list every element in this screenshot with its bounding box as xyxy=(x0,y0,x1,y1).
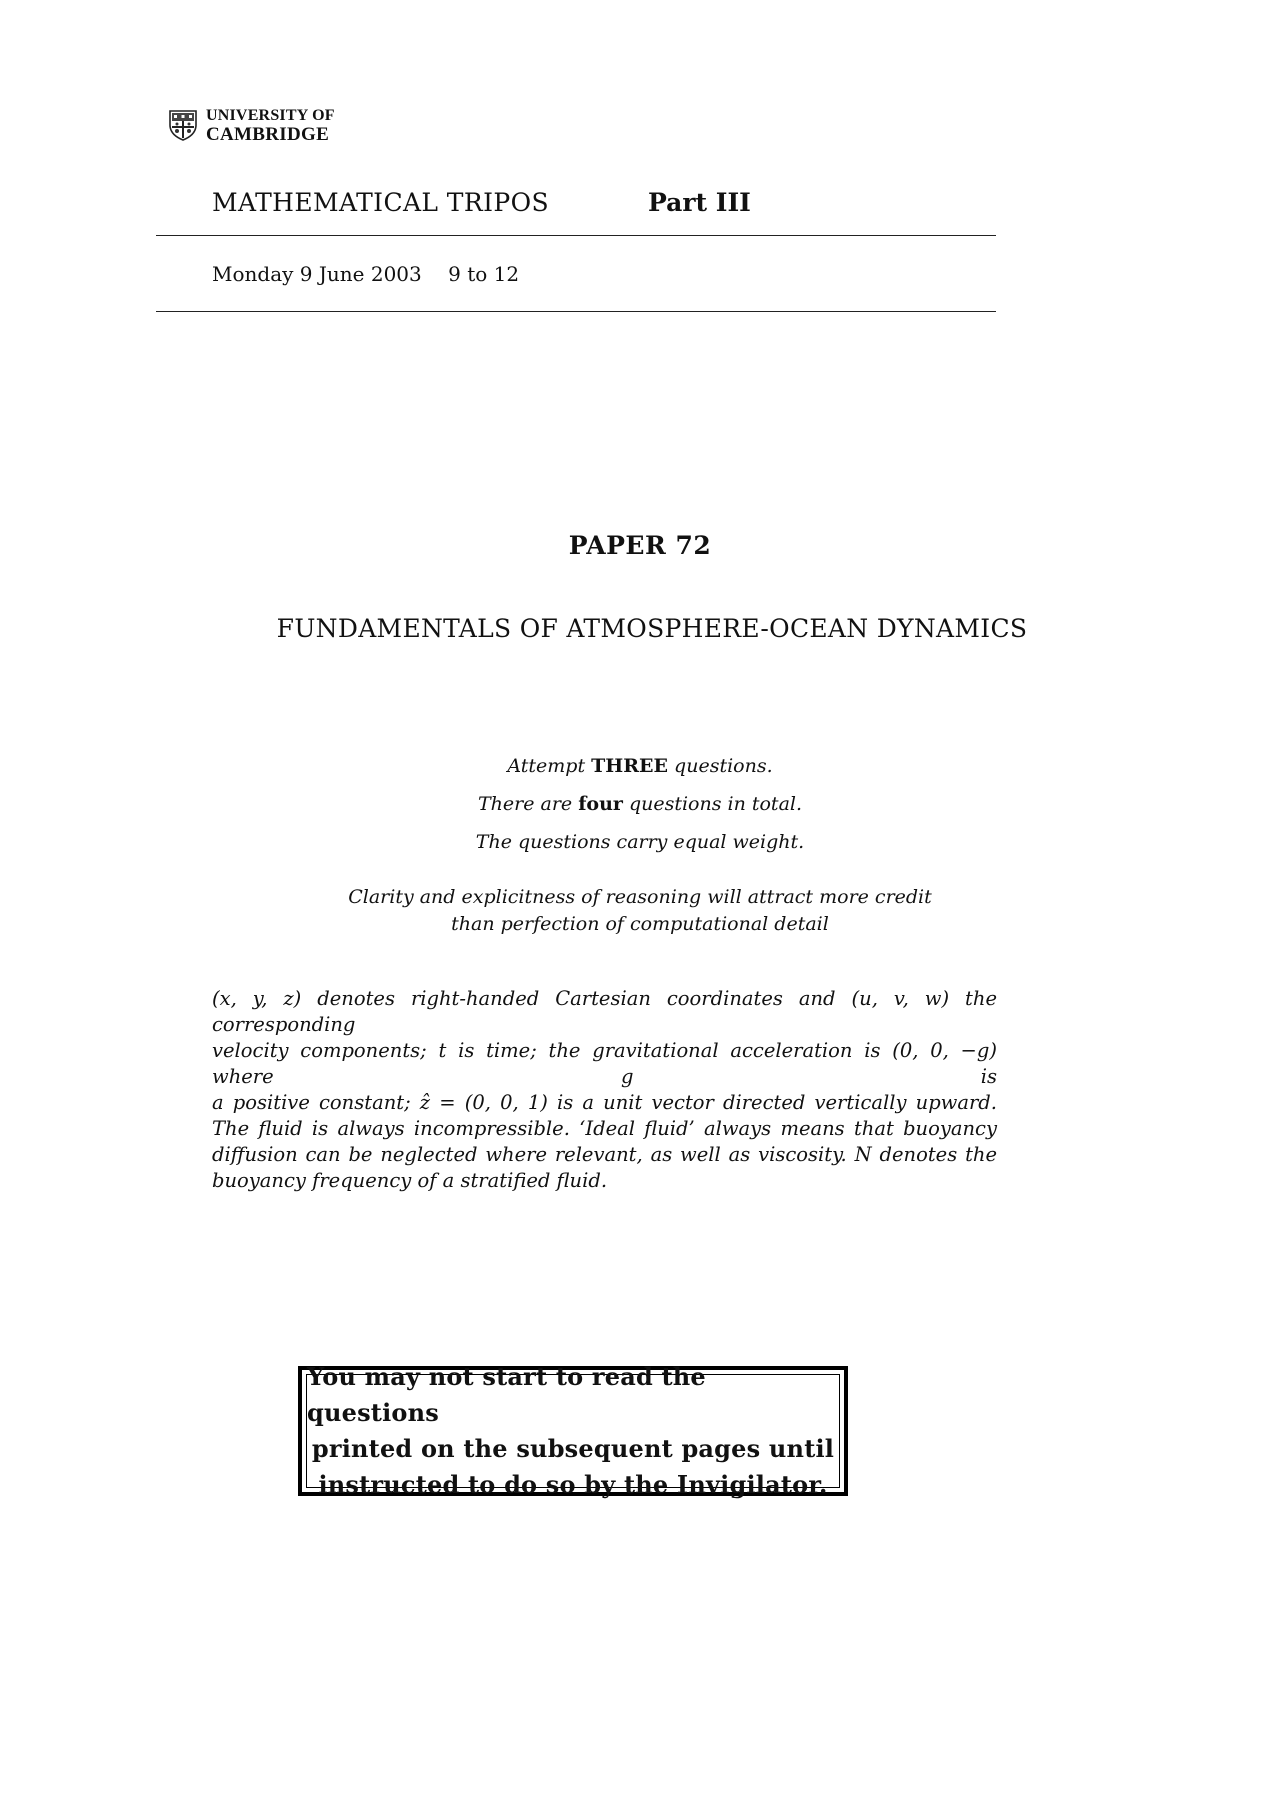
paper-title: FUNDAMENTALS OF ATMOSPHERE-OCEAN DYNAMICS xyxy=(276,614,1028,643)
exam-date: Monday 9 June 2003 xyxy=(212,262,422,286)
invigilator-notice-box xyxy=(298,1362,848,1499)
exam-date-row xyxy=(212,262,519,286)
notation-notes xyxy=(212,986,997,1194)
university-crest-icon xyxy=(168,109,198,141)
clarity-line: than perfection of computational detail xyxy=(451,913,829,935)
instruction-weight: The questions carry equal weight. xyxy=(475,831,805,853)
logo-line-1: UNIVERSITY OF xyxy=(206,107,335,124)
instruction-text: questions. xyxy=(674,755,773,777)
instruction-attempt xyxy=(0,755,1280,777)
notice-line: You may not start to read the questions xyxy=(307,1362,706,1427)
exam-time: 9 to 12 xyxy=(448,262,520,286)
logo-line-2: CAMBRIDGE xyxy=(206,124,330,145)
clarity-line: Clarity and explicitness of reasoning will attract more credit xyxy=(348,886,932,908)
notes-line: a positive constant; ẑ = (0, 0, 1) is a unit vector directed vertically upward. xyxy=(212,1091,997,1114)
instruction-text: questions in total. xyxy=(628,793,803,815)
instruction-text: Attempt xyxy=(507,755,586,777)
header-rule-bottom xyxy=(156,311,996,312)
notice-line: instructed to do so by the Invigilator. xyxy=(318,1470,828,1499)
notes-line: (x, y, z) denotes right-handed Cartesian coordinates and (u, v, w) the corresponding xyxy=(212,987,997,1036)
university-logo xyxy=(168,106,335,144)
paper-number: PAPER 72 xyxy=(568,531,712,560)
exam-part: Part III xyxy=(648,188,751,217)
instruction-emphasis: THREE xyxy=(591,755,668,777)
exam-name: MATHEMATICAL TRIPOS xyxy=(212,188,549,217)
clarity-note xyxy=(0,884,1280,938)
notes-line: diffusion can be neglected where relevant, as well as viscosity. N denotes the xyxy=(212,1143,997,1166)
header-rule-top xyxy=(156,235,996,236)
instruction-total xyxy=(0,793,1280,815)
notes-line: buoyancy frequency of a stratified fluid. xyxy=(212,1169,608,1192)
notes-line: The fluid is always incompressible. ‘Ideal fluid’ always means that buoyancy xyxy=(212,1117,997,1140)
notice-line: printed on the subsequent pages until xyxy=(311,1434,835,1463)
instruction-emphasis: four xyxy=(578,793,623,815)
instruction-text: There are xyxy=(477,793,573,815)
notes-line: velocity components; t is time; the gravitational acceleration is (0, 0, −g) where g is xyxy=(212,1039,997,1088)
